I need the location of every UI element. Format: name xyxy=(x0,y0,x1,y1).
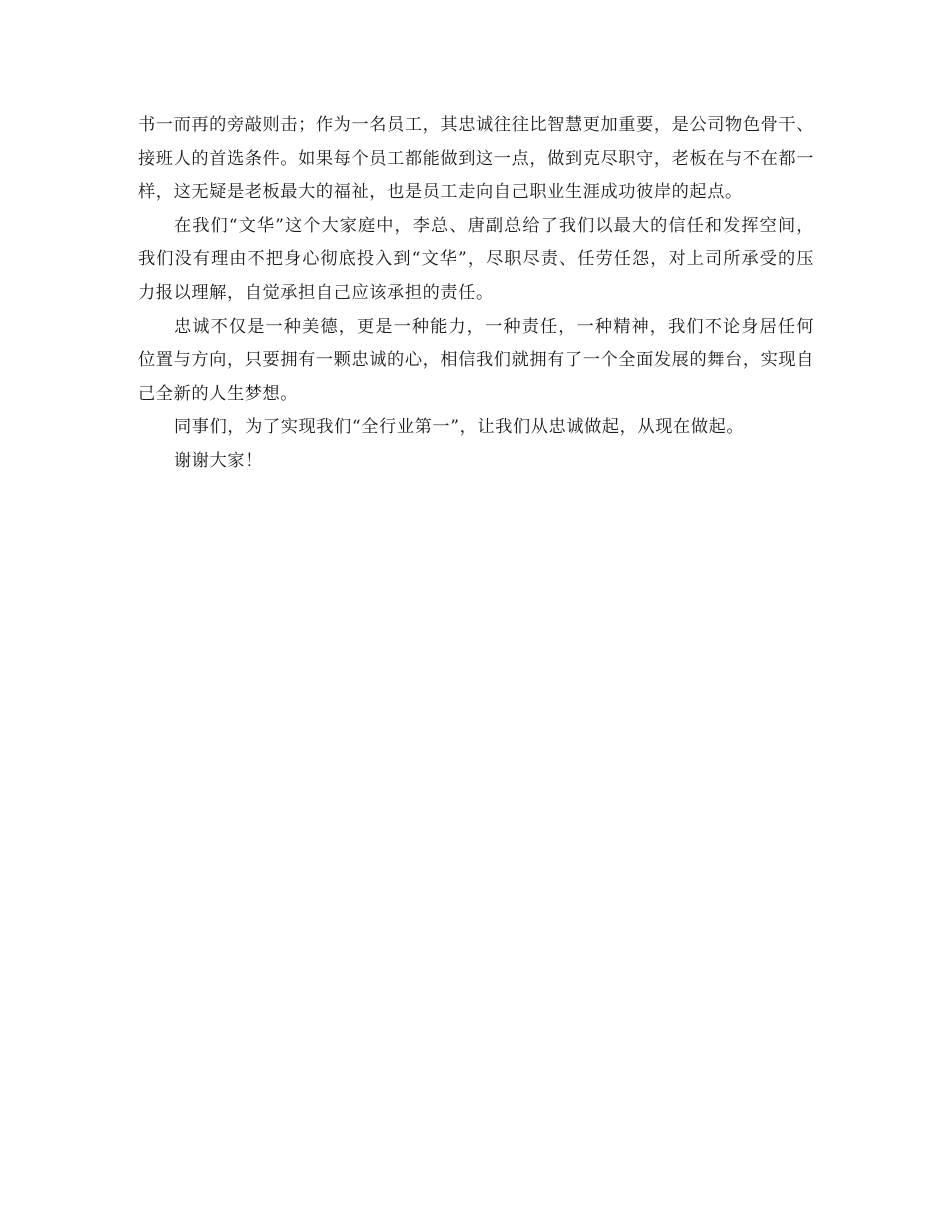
document-body xyxy=(138,109,814,479)
paragraph-3: 忠诚不仅是一种美德，更是一种能力，一种责任，一种精神，我们不论身居任何位置与方向，只要拥有一颗忠诚的心，相信我们就拥有了一个全面发展的舞台，实现自己全新的人生梦想。 xyxy=(138,316,814,404)
paragraph-4: 同事们，为了实现我们“全行业第一”，让我们从忠诚做起，从现在做起。 xyxy=(174,417,745,438)
closing-thanks: 谢谢大家！ xyxy=(174,450,263,471)
paragraph-1: 书一而再的旁敲则击；作为一名员工，其忠诚往往比智慧更加重要，是公司物色骨干、接班人的首选条件。如果每个员工都能做到这一点，做到克尽职守，老板在与不在都一样，这无疑是老板最大的福祉，也是员工走向自己职业生涯成功彼岸的起点。 xyxy=(138,115,814,203)
paragraph-2: 在我们“文华”这个大家庭中，李总、唐副总给了我们以最大的信任和发挥空间，我们没有理由不把身心彻底投入到“文华”，尽职尽责、任劳任怨，对上司所承受的压力报以理解，自觉承担自己应该承担的责任。 xyxy=(138,215,814,303)
